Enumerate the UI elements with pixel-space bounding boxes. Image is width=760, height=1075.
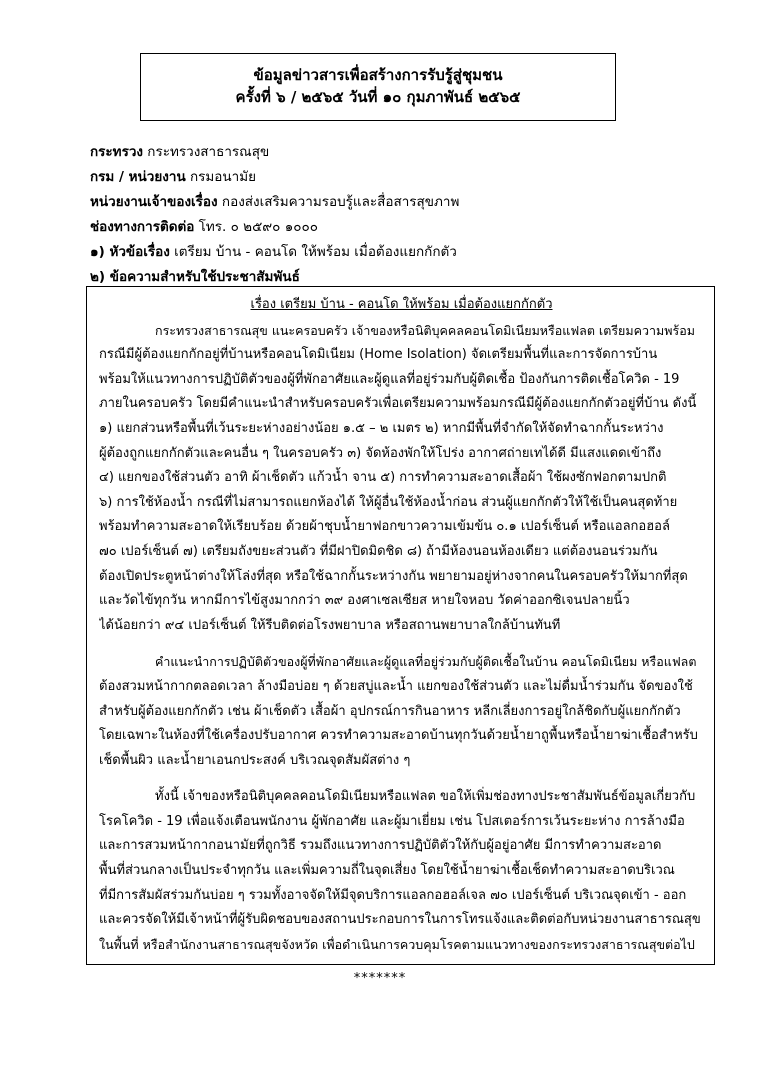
paragraph-line: คำแนะนำการปฏิบัติตัวของผู้ที่พักอาศัยและผู้ดูแลที่อยู่ร่วมกับผู้ติดเชื้อในบ้าน คอนโดมิเนียม หรือแฟลต [155, 654, 697, 670]
paragraph-line: โดยเฉพาะในห้องที่ใช้เครื่องปรับอากาศ ควรทำความสะอาดบ้านทุกวันด้วยน้ำยาถูพื้นหรือน้ำยาฆ่าเชื้อสำหรับ [99, 728, 698, 744]
department-row [90, 165, 730, 190]
paragraph-2 [99, 650, 704, 773]
owner-value: กองส่งเสริมความรอบรู้และสื่อสารสุขภาพ [221, 194, 460, 210]
topic-label: ๑) หัวข้อเรื่อง [90, 244, 170, 260]
header-box [140, 53, 616, 121]
header-line-1: ข้อมูลข่าวสารเพื่อสร้างการรับรู้สู่ชุมชน [253, 66, 503, 84]
paragraph-line: กรณีมีผู้ต้องแยกกักอยู่ที่บ้านหรือคอนโดมิเนียม (Home Isolation) จัดเตรียมพื้นที่และการจัดการบ้าน [99, 347, 658, 363]
message-label: ๒) ข้อความสำหรับใช้ประชาสัมพันธ์ [90, 269, 300, 285]
paragraph-line: เช็ดพื้นผิว และน้ำยาเอนกประสงค์ บริเวณจุดสัมผัสต่าง ๆ [99, 752, 411, 768]
paragraph-line: ๑) แยกส่วนหรือพื้นที่เว้นระยะห่างอย่างน้อย ๑.๕ – ๒ เมตร ๒) หากมีพื้นที่จำกัดให้จัดทำฉากกั้นระหว่าง [99, 420, 664, 436]
department-value: กรมอนามัย [189, 169, 257, 185]
paragraph-line: ๖) การใช้ห้องน้ำ กรณีที่ไม่สามารถแยกห้องได้ ให้ผู้อื่นใช้ห้องน้ำก่อน ส่วนผู้แยกกักตัวให้ใช้เป็นคนสุดท้าย [99, 494, 678, 510]
paragraph-line: ในพื้นที่ หรือสำนักงานสาธารณสุขจังหวัด เพื่อดำเนินการควบคุมโรคตามแนวทางของกระทรวงสาธารณสุขต่อไป [99, 936, 695, 952]
paragraph-line: และควรจัดให้มีเจ้าหน้าที่ผู้รับผิดชอบของสถานประกอบการในการโทรแจ้งและติดต่อกับหน่วยงานสาธารณสุข [99, 912, 701, 928]
topic-row [90, 240, 730, 265]
ministry-row [90, 140, 730, 165]
owner-row [90, 190, 730, 215]
contact-value: โทร. ๐ ๒๕๙๐ ๑๐๐๐ [198, 219, 318, 235]
paragraph-line: ต้องเปิดประตูหน้าต่างให้โล่งที่สุด หรือใช้ฉากกั้นระหว่างกัน พยายามอยู่ห่างจากคนในครอบครัวให้มากที่สุด [99, 568, 688, 584]
end-mark: ******* [353, 971, 407, 986]
message-title: เรื่อง เตรียม บ้าน - คอนโด ให้พร้อม เมื่อต้องแยกกักตัว [250, 297, 553, 312]
paragraph-line: ภายในครอบครัว โดยมีคำแนะนำสำหรับครอบครัวเพื่อเตรียมความพร้อมกรณีมีผู้ต้องแยกกักตัวอยู่ที่บ้าน ดังนี้ [99, 396, 697, 412]
message-box [86, 286, 715, 965]
paragraph-line: ได้น้อยกว่า ๙๔ เปอร์เซ็นต์ ให้รีบติดต่อโรงพยาบาล หรือสถานพยาบาลใกล้บ้านทันที [99, 617, 561, 633]
paragraph-1 [99, 319, 704, 639]
paragraph-line: กระทรวงสาธารณสุข แนะครอบครัว เจ้าของหรือนิติบุคคลคอนโดมิเนียมหรือแฟลต เตรียมความพร้อม [155, 322, 695, 338]
paragraph-line: พร้อมทำความสะอาดให้เรียบร้อย ด้วยผ้าชุบน้ำยาฟอกขาวความเข้มข้น ๐.๑ เปอร์เซ็นต์ หรือแอลกอฮอล์ [99, 519, 670, 535]
paragraph-line: ๗๐ เปอร์เซ็นต์ ๗) เตรียมถังขยะส่วนตัว ที่มีฝาปิดมิดชิด ๘) ถ้ามีห้องนอนห้องเดียว แต่ต้องนอนร่วมกัน [99, 543, 658, 559]
meta-section [90, 140, 730, 290]
owner-label: หน่วยงานเจ้าของเรื่อง [90, 194, 218, 210]
paragraph-line: พื้นที่ส่วนกลางเป็นประจำทุกวัน และเพิ่มความถี่ในจุดเสี่ยง โดยใช้น้ำยาฆ่าเชื้อเช็ดทำความสะอาดบริเวณ [99, 863, 675, 879]
ministry-label: กระทรวง [90, 144, 143, 160]
paragraph-3 [99, 785, 704, 957]
paragraph-line: ผู้ต้องถูกแยกกักตัวและคนอื่น ๆ ในครอบครัว ๓) จัดห้องพักให้โปร่ง อากาศถ่ายเทได้ดี มีแสงแดดเข้าถึง [99, 445, 662, 461]
header-line-2: ครั้งที่ ๖ / ๒๕๖๕ วันที่ ๑๐ กุมภาพันธ์ ๒๕๖๕ [235, 88, 521, 106]
paragraph-line: โรคโควิด - 19 เพื่อแจ้งเตือนพนักงาน ผู้พักอาศัย และผู้มาเยี่ยม เช่น โปสเตอร์การเว้นระยะห่าง การล้างมือ [99, 813, 685, 829]
contact-label: ช่องทางการติดต่อ [90, 219, 195, 235]
department-label: กรม / หน่วยงาน [90, 169, 186, 185]
topic-value: เตรียม บ้าน - คอนโด ให้พร้อม เมื่อต้องแยกกักตัว [174, 244, 457, 260]
paragraph-line: ต้องสวมหน้ากากตลอดเวลา ล้างมือบ่อย ๆ ด้วยสบู่และน้ำ แยกของใช้ส่วนตัว และไม่ดื่มน้ำร่วมกัน จัดของใช้ [99, 678, 693, 694]
ministry-value: กระทรวงสาธารณสุข [147, 144, 270, 160]
paragraph-line: ทั้งนี้ เจ้าของหรือนิติบุคคลคอนโดมิเนียมหรือแฟลต ขอให้เพิ่มช่องทางประชาสัมพันธ์ข้อมูลเกี่ยวกับ [155, 789, 696, 805]
paragraph-line: และวัดไข้ทุกวัน หากมีการไข้สูงมากกว่า ๓๙ องศาเซลเซียส หายใจหอบ วัดค่าออกซิเจนปลายนิ้ว [99, 593, 630, 609]
paragraph-line: สำหรับผู้ต้องแยกกักตัว เช่น ผ้าเช็ดตัว เสื้อผ้า อุปกรณ์การกินอาหาร หลีกเลี่ยงการอยู่ใกล้ชิดกับผู้แยกกักตัว [99, 703, 681, 719]
paragraph-line: ที่มีการสัมผัสร่วมกันบ่อย ๆ รวมทั้งอาจจัดให้มีจุดบริการแอลกอฮอล์เจล ๗๐ เปอร์เซ็นต์ บริเวณจุดเข้า - ออก [99, 887, 687, 903]
contact-row [90, 215, 730, 240]
paragraph-line: และการสวมหน้ากากอนามัยที่ถูกวิธี รวมถึงแนวทางการปฏิบัติตัวให้กับผู้อยู่อาศัย มีการทำความสะอาด [99, 838, 662, 854]
paragraph-line: ๔) แยกของใช้ส่วนตัว อาทิ ผ้าเช็ดตัว แก้วน้ำ จาน ๕) การทำความสะอาดเสื้อผ้า ใช้ผงซักฟอกตามปกติ [99, 470, 667, 486]
paragraph-line: พร้อมให้แนวทางการปฏิบัติตัวของผู้ที่พักอาศัยและผู้ดูแลที่อยู่ร่วมกับผู้ติดเชื้อ ป้องกันการติดเชื้อโควิด - 19 [99, 371, 680, 387]
